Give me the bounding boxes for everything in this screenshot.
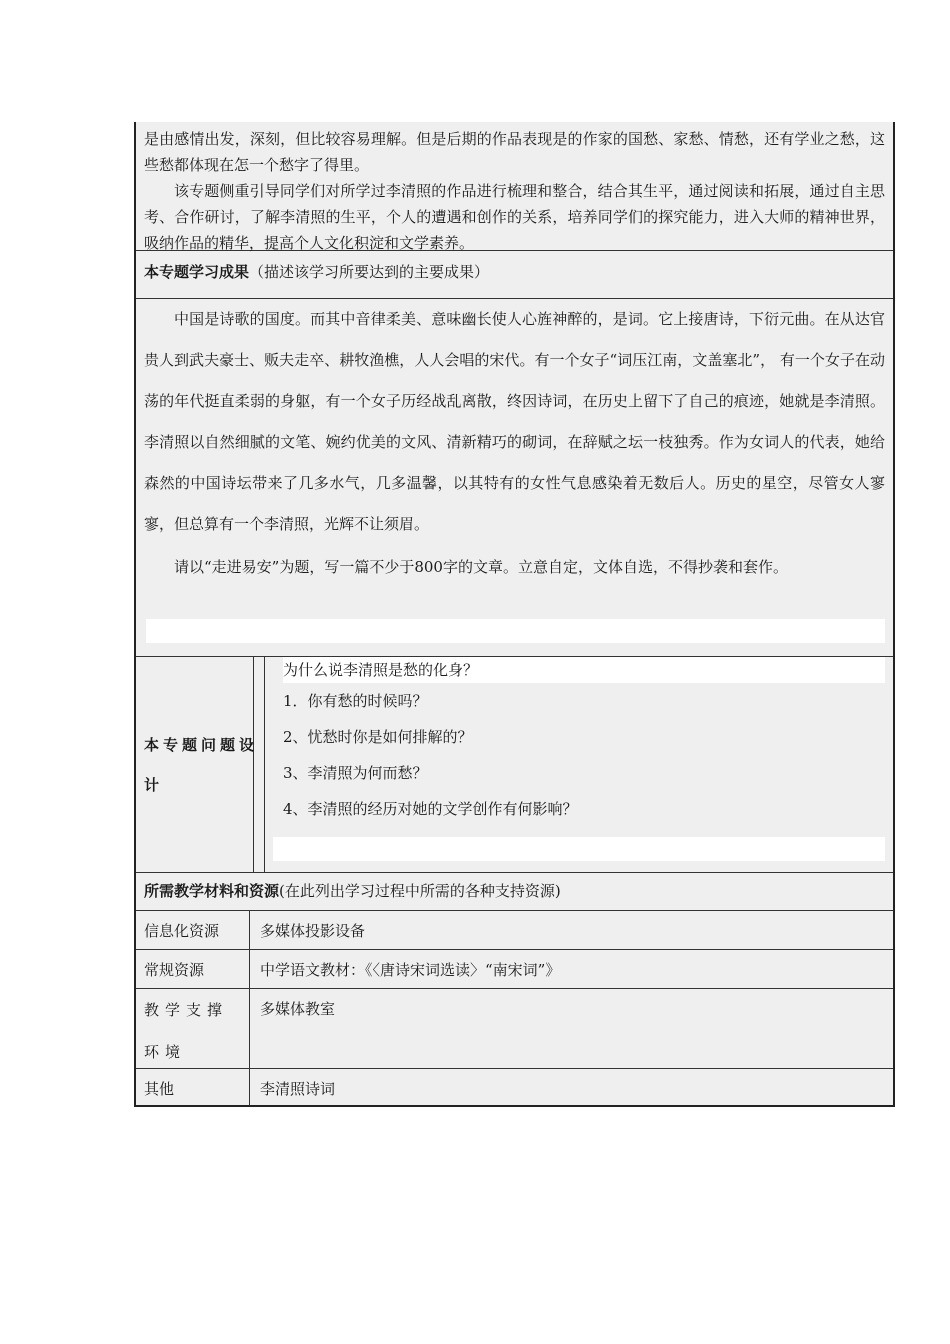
writing-task: 请以“走进易安”为题，写一篇不少于800字的文章。立意自定，文体自选，不得抄袭和套作。: [174, 558, 788, 576]
resources-heading-row: [136, 872, 893, 910]
question-design-label-cell: [136, 657, 259, 872]
question-design-label: 本专题问题设计: [144, 736, 259, 794]
resources-heading-note: (在此列出学习过程中所需的各种支持资源): [279, 882, 561, 900]
main-question: 为什么说李清照是愁的化身？: [283, 657, 885, 683]
question-item: 4、李清照的经历对她的文学创作有何影响？: [283, 800, 578, 818]
resource-row: [136, 910, 893, 949]
resources-heading: 所需教学材料和资源: [144, 882, 280, 900]
lesson-plan-table: [134, 122, 895, 1107]
question-item: 2、忧愁时你是如何排解的？: [283, 728, 473, 746]
outcome-heading-row: [136, 250, 893, 298]
resource-value: 李清照诗词: [260, 1080, 336, 1098]
question-item: 3、李清照为何而愁？: [283, 764, 428, 782]
resource-label: 信息化资源: [136, 911, 250, 949]
intro-section: [136, 122, 893, 250]
lesson-plan-document: [134, 122, 891, 1107]
resource-label: 教学支撑环境: [136, 989, 250, 1068]
resource-row: [136, 1068, 893, 1105]
resource-row: [136, 949, 893, 988]
blank-line: [273, 837, 885, 861]
intro-paragraph-1: 是由感情出发，深刻，但比较容易理解。但是后期的作品表现是的作家的国愁、家愁、情愁，还有学业之愁，这些愁都体现在怎一个愁字了得里。: [144, 130, 885, 174]
blank-line: [146, 619, 885, 643]
question-list: [265, 657, 893, 827]
resource-row: [136, 988, 893, 1068]
outcome-heading: 本专题学习成果: [144, 263, 250, 281]
resource-value: 中学语文教材：《〈唐诗宋词选读〉“南宋词”》: [260, 961, 561, 979]
intro-paragraph-2: 该专题侧重引导同学们对所学过李清照的作品进行梳理和整合，结合其生平，通过阅读和拓展，通过自主思考、合作研讨，了解李清照的生平，个人的遭遇和创作的关系，培养同学们的探究能力，进入大师的精神世界，吸纳作品的精华，提高个人文化积淀和文学素养。: [144, 182, 885, 252]
outcome-heading-note: （描述该学习所要达到的主要成果）: [249, 263, 490, 281]
question-item: 1．你有愁的时候吗？: [283, 692, 428, 710]
resource-value: 多媒体教室: [260, 1000, 336, 1018]
resource-value: 多媒体投影设备: [260, 922, 366, 940]
outcome-paragraph: 中国是诗歌的国度。而其中音律柔美、意味幽长使人心旌神醉的，是词。它上接唐诗，下衍元曲。在从达官贵人到武夫豪士、贩夫走卒、耕牧渔樵，人人会唱的宋代。有一个女子“词压江南，文盖塞北”， 有一个女子在动荡的年代挺直柔弱的身躯，有一个女子历经战乱离散，终因诗词，在历史上留下了自己的痕迹，她就是李清照。李清照以自然细腻的文笔、婉约优美的文风、清新精巧的砌词，在辞赋之坛一枝独秀。作为女词人的代表，她给森然的中国诗坛带来了几多水气，几多温馨，以其特有的女性气息感染着无数后人。历史的星空，尽管女人寥寥，但总算有一个李清照，光辉不让须眉。: [144, 310, 885, 533]
outcome-content: [136, 298, 893, 656]
question-design-content: [264, 657, 893, 872]
resource-label: 其他: [136, 1069, 250, 1105]
resource-label: 常规资源: [136, 950, 250, 988]
question-design-row: [136, 656, 893, 872]
